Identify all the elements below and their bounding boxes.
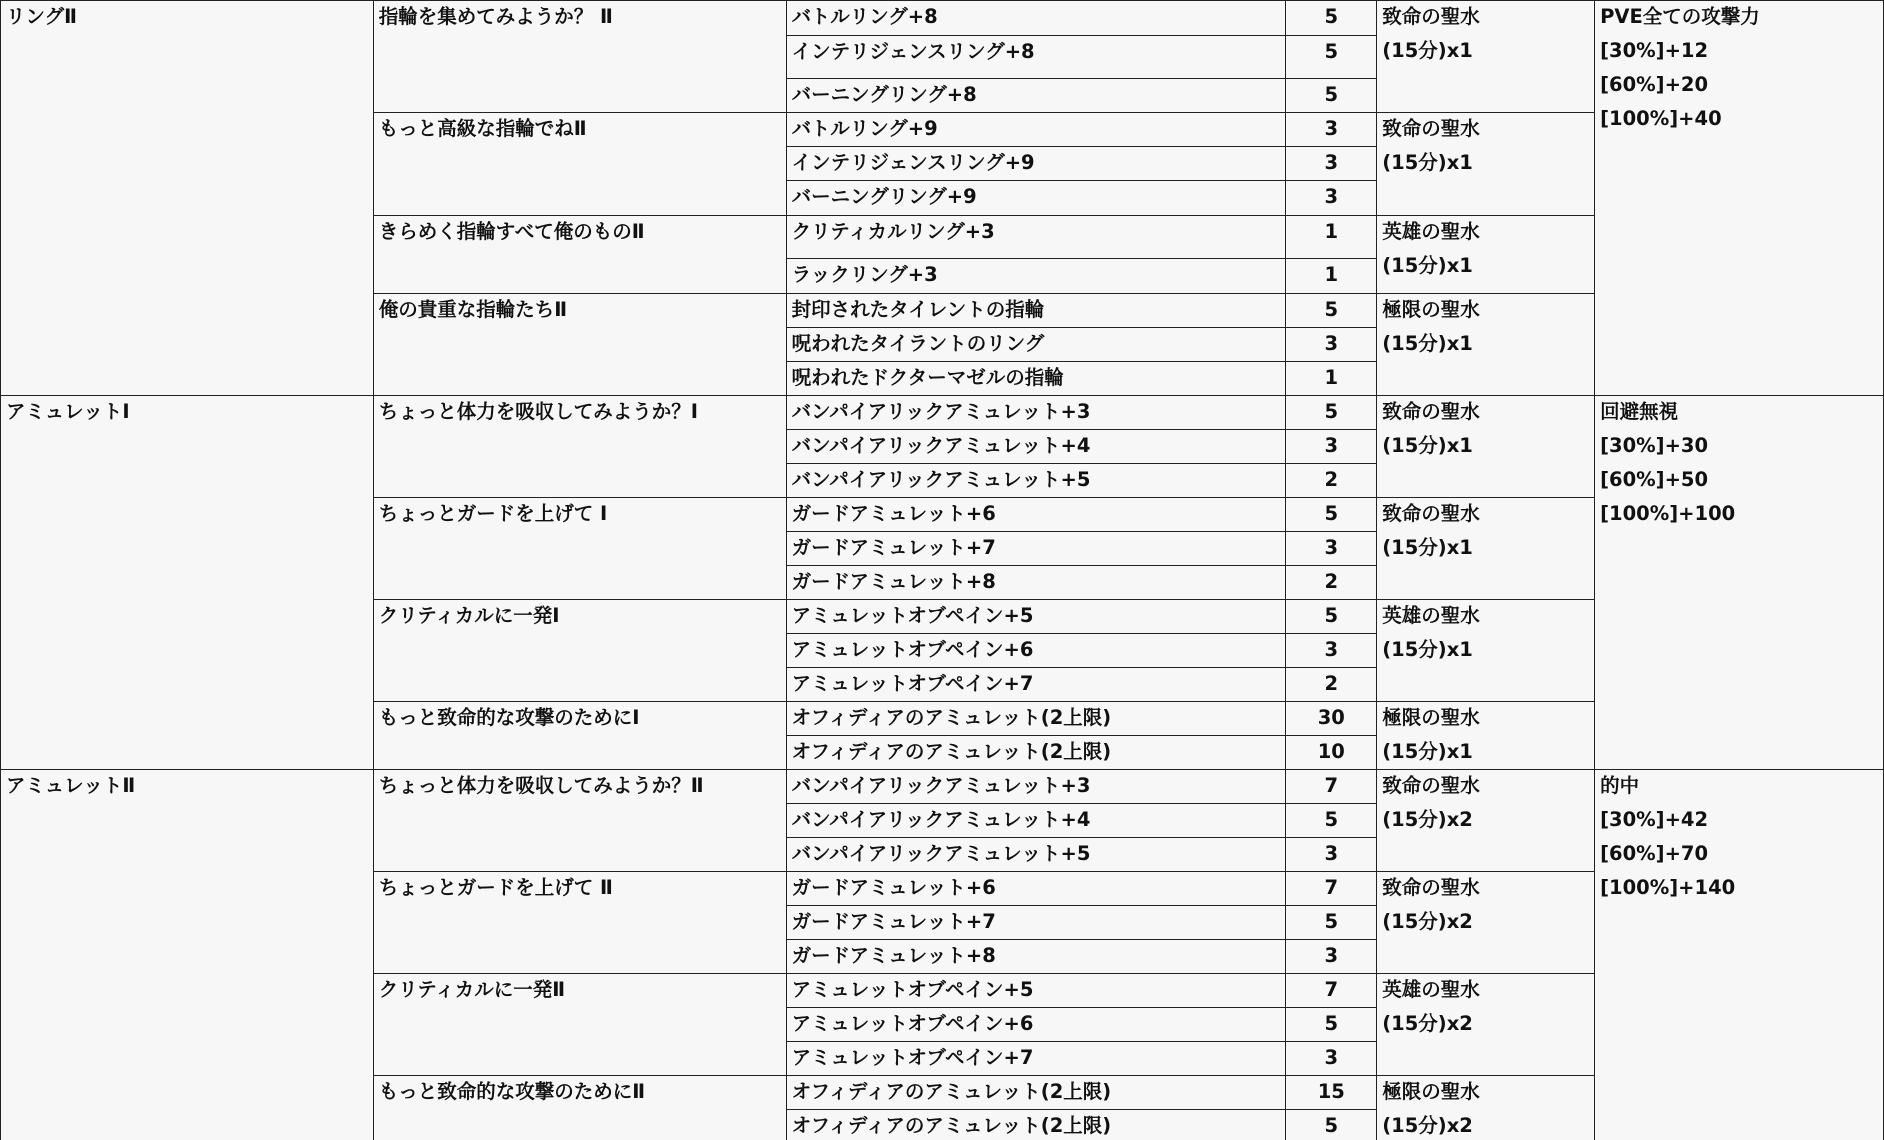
mission-name-cell: 指輪を集めてみようか？ Ⅱ <box>373 1 786 113</box>
item-name-cell: ガードアミュレット+8 <box>786 940 1286 974</box>
mission-name-cell: 俺の貴重な指輪たちⅡ <box>373 294 786 396</box>
bonus-line: [30%]+42 <box>1600 808 1709 831</box>
bonus-line: [60%]+20 <box>1600 73 1709 96</box>
item-qty-cell: 3 <box>1286 838 1377 872</box>
item-qty-cell: 5 <box>1286 1110 1377 1140</box>
item-qty-cell: 3 <box>1286 328 1377 362</box>
item-qty-cell: 10 <box>1286 736 1377 770</box>
item-qty-cell: 5 <box>1286 1 1377 36</box>
item-qty-cell: 1 <box>1286 362 1377 396</box>
item-name-cell: バーニングリング+9 <box>786 181 1286 216</box>
bonus-line: [100%]+140 <box>1600 876 1736 899</box>
reward-line: 致命の聖水 <box>1382 117 1480 140</box>
item-name-cell: ガードアミュレット+7 <box>786 532 1286 566</box>
item-name-cell: インテリジェンスリング+8 <box>786 36 1286 79</box>
bonus-cell <box>1595 396 1884 770</box>
reward-line: (15分)x1 <box>1382 638 1473 661</box>
table-row <box>1 396 1884 430</box>
mission-name-cell: ちょっとガードを上げて Ⅰ <box>373 498 786 600</box>
item-name-cell: オフィディアのアミュレット(2上限) <box>786 702 1286 736</box>
item-qty-cell: 5 <box>1286 498 1377 532</box>
item-qty-cell: 2 <box>1286 668 1377 702</box>
item-qty-cell: 3 <box>1286 634 1377 668</box>
item-qty-cell: 15 <box>1286 1076 1377 1110</box>
bonus-line: [30%]+12 <box>1600 39 1709 62</box>
mission-name-cell: ちょっと体力を吸収してみようか？Ⅱ <box>373 770 786 872</box>
reward-line: 致命の聖水 <box>1382 502 1480 525</box>
item-name-cell: バトルリング+8 <box>786 1 1286 36</box>
item-name-cell: バンパイアリックアミュレット+3 <box>786 770 1286 804</box>
mission-name-cell: ちょっとガードを上げて Ⅱ <box>373 872 786 974</box>
reward-line: 致命の聖水 <box>1382 876 1480 899</box>
item-name-cell: 呪われたドクターマゼルの指輪 <box>786 362 1286 396</box>
reward-cell <box>1377 113 1595 216</box>
reward-cell <box>1377 216 1595 294</box>
bonus-line: PVE全ての攻撃力 <box>1600 5 1760 28</box>
item-qty-cell: 3 <box>1286 147 1377 181</box>
bonus-cell <box>1595 770 1884 1140</box>
item-qty-cell: 3 <box>1286 181 1377 216</box>
item-qty-cell: 3 <box>1286 940 1377 974</box>
table-row <box>1 770 1884 804</box>
table-row <box>1 1 1884 36</box>
reward-line: (15分)x2 <box>1382 910 1473 933</box>
item-qty-cell: 5 <box>1286 79 1377 113</box>
reward-line: (15分)x1 <box>1382 39 1473 62</box>
reward-line: 英雄の聖水 <box>1382 978 1480 1001</box>
item-name-cell: ガードアミュレット+6 <box>786 498 1286 532</box>
reward-line: 致命の聖水 <box>1382 5 1480 28</box>
item-name-cell: ガードアミュレット+6 <box>786 872 1286 906</box>
item-qty-cell: 3 <box>1286 430 1377 464</box>
reward-cell <box>1377 974 1595 1076</box>
item-name-cell: バンパイアリックアミュレット+4 <box>786 804 1286 838</box>
bonus-cell <box>1595 1 1884 396</box>
reward-line: (15分)x1 <box>1382 332 1473 355</box>
item-qty-cell: 7 <box>1286 770 1377 804</box>
reward-line: (15分)x1 <box>1382 740 1473 763</box>
item-qty-cell: 5 <box>1286 396 1377 430</box>
bonus-line: [60%]+50 <box>1600 468 1709 491</box>
item-qty-cell: 5 <box>1286 36 1377 79</box>
item-name-cell: ガードアミュレット+8 <box>786 566 1286 600</box>
reward-cell <box>1377 396 1595 498</box>
item-name-cell: バンパイアリックアミュレット+5 <box>786 464 1286 498</box>
item-name-cell: 呪われたタイラントのリング <box>786 328 1286 362</box>
reward-line: 致命の聖水 <box>1382 774 1480 797</box>
reward-line: 英雄の聖水 <box>1382 604 1480 627</box>
mission-name-cell: クリティカルに一発Ⅰ <box>373 600 786 702</box>
reward-cell <box>1377 1 1595 113</box>
item-qty-cell: 2 <box>1286 566 1377 600</box>
item-qty-cell: 5 <box>1286 600 1377 634</box>
item-name-cell: クリティカルリング+3 <box>786 216 1286 259</box>
item-name-cell: バンパイアリックアミュレット+3 <box>786 396 1286 430</box>
mission-name-cell: きらめく指輪すべて俺のものⅡ <box>373 216 786 294</box>
bonus-line: [60%]+70 <box>1600 842 1709 865</box>
reward-line: (15分)x1 <box>1382 254 1473 277</box>
reward-line: 極限の聖水 <box>1382 1080 1480 1103</box>
item-name-cell: バトルリング+9 <box>786 113 1286 147</box>
reward-line: (15分)x1 <box>1382 151 1473 174</box>
item-qty-cell: 3 <box>1286 113 1377 147</box>
reward-line: (15分)x2 <box>1382 1114 1473 1137</box>
item-name-cell: バンパイアリックアミュレット+5 <box>786 838 1286 872</box>
item-qty-cell: 7 <box>1286 872 1377 906</box>
item-name-cell: アミュレットオブペイン+6 <box>786 1008 1286 1042</box>
item-name-cell: オフィディアのアミュレット(2上限) <box>786 1110 1286 1140</box>
item-name-cell: アミュレットオブペイン+7 <box>786 1042 1286 1076</box>
item-qty-cell: 30 <box>1286 702 1377 736</box>
item-name-cell: オフィディアのアミュレット(2上限) <box>786 1076 1286 1110</box>
item-name-cell: 封印されたタイレントの指輪 <box>786 294 1286 328</box>
reward-cell <box>1377 498 1595 600</box>
item-name-cell: オフィディアのアミュレット(2上限) <box>786 736 1286 770</box>
item-name-cell: バンパイアリックアミュレット+4 <box>786 430 1286 464</box>
category-cell: アミュレットⅠ <box>1 396 374 770</box>
item-name-cell: アミュレットオブペイン+7 <box>786 668 1286 702</box>
item-name-cell: ラックリング+3 <box>786 259 1286 294</box>
reward-line: 致命の聖水 <box>1382 400 1480 423</box>
item-name-cell: バーニングリング+8 <box>786 79 1286 113</box>
mission-name-cell: もっと致命的な攻撃のためにⅡ <box>373 1076 786 1140</box>
item-name-cell: アミュレットオブペイン+5 <box>786 974 1286 1008</box>
reward-line: (15分)x1 <box>1382 434 1473 457</box>
reward-cell <box>1377 294 1595 396</box>
item-qty-cell: 5 <box>1286 294 1377 328</box>
bonus-line: 的中 <box>1600 774 1640 797</box>
mission-table-body <box>1 1 1884 1140</box>
reward-line: 英雄の聖水 <box>1382 220 1480 243</box>
reward-cell <box>1377 600 1595 702</box>
item-qty-cell: 3 <box>1286 1042 1377 1076</box>
item-name-cell: アミュレットオブペイン+5 <box>786 600 1286 634</box>
reward-line: (15分)x2 <box>1382 808 1473 831</box>
bonus-line: [30%]+30 <box>1600 434 1709 457</box>
item-qty-cell: 1 <box>1286 259 1377 294</box>
category-cell: リングⅡ <box>1 1 374 396</box>
mission-name-cell: クリティカルに一発Ⅱ <box>373 974 786 1076</box>
reward-line: 極限の聖水 <box>1382 298 1480 321</box>
mission-name-cell: ちょっと体力を吸収してみようか？Ⅰ <box>373 396 786 498</box>
item-name-cell: インテリジェンスリング+9 <box>786 147 1286 181</box>
reward-line: (15分)x2 <box>1382 1012 1473 1035</box>
item-name-cell: アミュレットオブペイン+6 <box>786 634 1286 668</box>
item-qty-cell: 2 <box>1286 464 1377 498</box>
item-qty-cell: 3 <box>1286 532 1377 566</box>
reward-cell <box>1377 702 1595 770</box>
reward-line: 極限の聖水 <box>1382 706 1480 729</box>
item-qty-cell: 5 <box>1286 1008 1377 1042</box>
bonus-line: [100%]+40 <box>1600 107 1722 130</box>
bonus-line: 回避無視 <box>1600 400 1679 423</box>
bonus-line: [100%]+100 <box>1600 502 1736 525</box>
item-qty-cell: 7 <box>1286 974 1377 1008</box>
item-qty-cell: 5 <box>1286 804 1377 838</box>
mission-name-cell: もっと致命的な攻撃のためにⅠ <box>373 702 786 770</box>
category-cell: アミュレットⅡ <box>1 770 374 1140</box>
reward-cell <box>1377 770 1595 872</box>
reward-cell <box>1377 1076 1595 1140</box>
reward-line: (15分)x1 <box>1382 536 1473 559</box>
item-name-cell: ガードアミュレット+7 <box>786 906 1286 940</box>
mission-name-cell: もっと高級な指輪でねⅡ <box>373 113 786 216</box>
reward-cell <box>1377 872 1595 974</box>
item-qty-cell: 1 <box>1286 216 1377 259</box>
item-qty-cell: 5 <box>1286 906 1377 940</box>
